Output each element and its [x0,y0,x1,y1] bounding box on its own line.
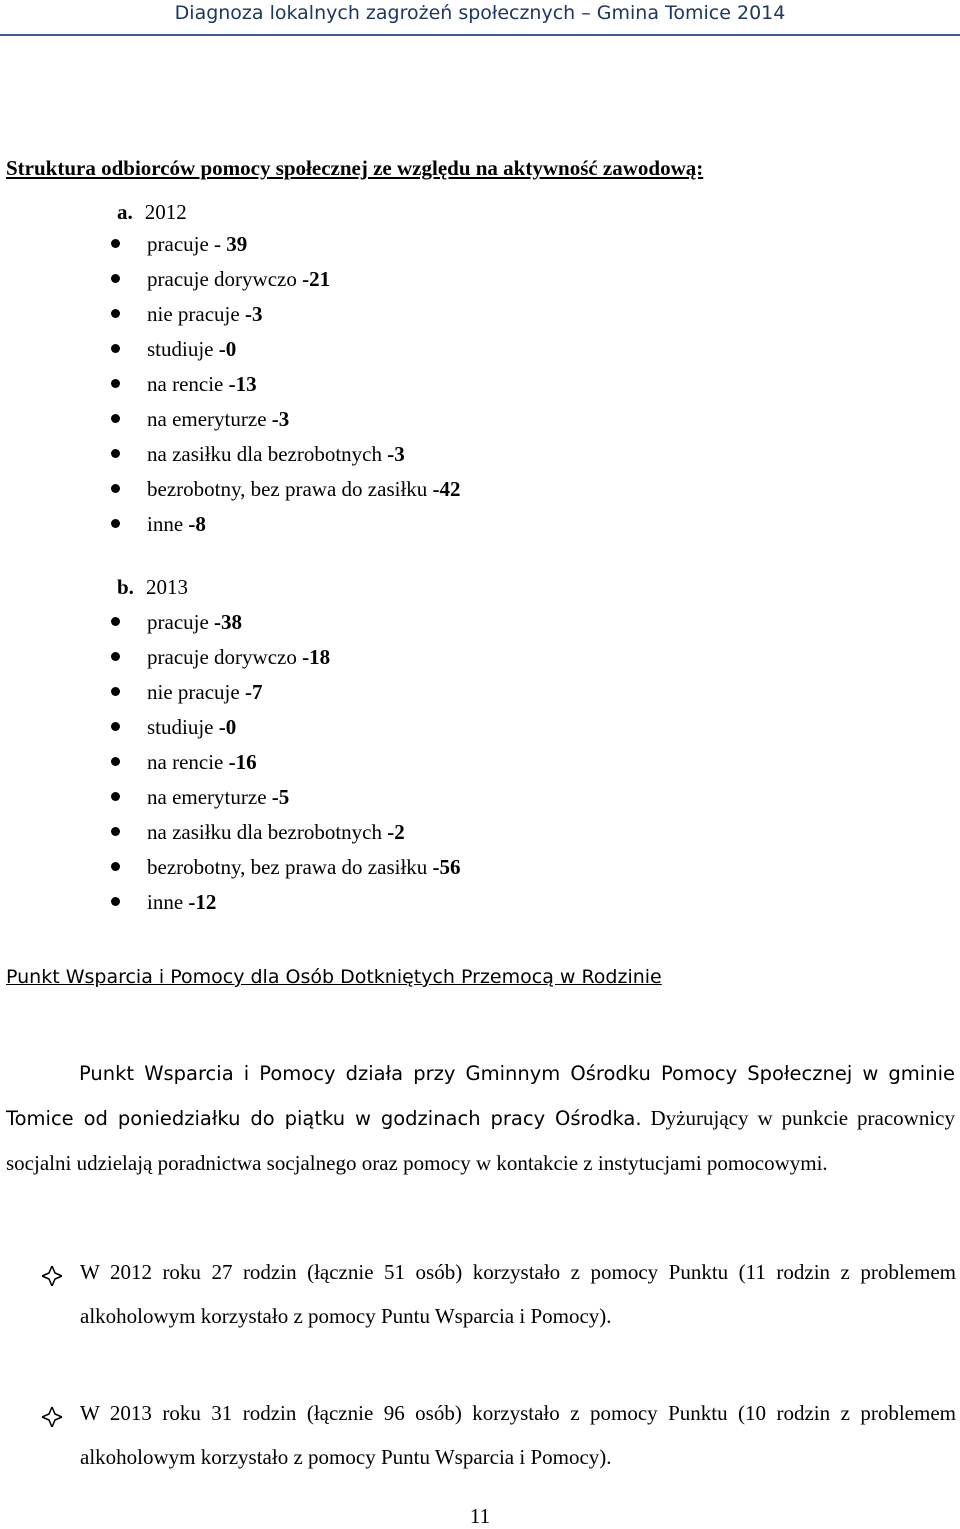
item-label: na emeryturze [147,785,272,809]
point-text: W 2012 roku 27 rodzin (łącznie 51 osób) korzystało z pomocy Punktu (11 rodzin z problemem alkoholowym korzystało z pomocy Puntu Wsparcia i Pomocy). [80,1260,956,1328]
item-value: -42 [432,477,461,501]
bullet-icon [111,379,120,388]
item-label: nie pracuje [147,680,245,704]
item-value: -16 [228,750,257,774]
item-label: na rencie [147,750,229,774]
year-letter: a. [117,200,133,224]
bullet-icon [111,617,120,626]
bullet-icon [111,239,120,248]
item-label: na emeryturze [147,407,272,431]
item-value: -2 [387,820,405,844]
page-number: 11 [469,1504,491,1528]
item-label: inne [147,890,189,914]
item-label: na zasiłku dla bezrobotnych [147,442,388,466]
bullet-icon [111,484,120,493]
header-divider [0,34,960,36]
item-value: -3 [271,407,290,431]
item-value: -18 [302,645,331,669]
bullet-icon [111,862,120,871]
header-title: Diagnoza lokalnych zagrożeń społecznych – Gmina Tomice 2014 [174,2,786,24]
bullet-icon [111,827,120,836]
item-label: pracuje [147,610,215,634]
bullet-icon [111,449,120,458]
item-value: -8 [188,512,206,536]
year-letter: b. [117,575,134,599]
year-value: 2013 [145,575,188,599]
item-value: 39 [226,232,248,256]
point-text: W 2013 roku 31 rodzin (łącznie 96 osób) korzystało z pomocy Punktu (10 rodzin z problemem alkoholowym korzystało z pomocy Puntu Wsparcia i Pomocy). [80,1401,956,1469]
item-label: pracuje - [147,232,227,256]
bullet-icon [111,687,120,696]
diamond-bullet-icon [42,1266,62,1286]
bullet-icon [111,309,120,318]
item-value: -21 [302,267,331,291]
item-label: inne [147,512,189,536]
item-label: studiuje [147,715,219,739]
bullet-icon [111,519,120,528]
item-value: -38 [214,610,243,634]
bullet-icon [111,897,120,906]
bullet-icon [111,757,120,766]
year-heading-a [117,200,187,225]
subsection-title: Punkt Wsparcia i Pomocy dla Osób Dotkniętych Przemocą w Rodzinie [6,966,662,988]
item-label: bezrobotny, bez prawa do zasiłku [147,477,433,501]
item-label: na rencie [147,372,229,396]
body-paragraph [6,1052,955,1186]
item-value: -12 [188,890,217,914]
item-value: -3 [387,442,405,466]
item-value: -0 [218,337,237,361]
item-label: nie pracuje [147,302,245,326]
diamond-bullet-icon [42,1407,62,1427]
item-value: -0 [218,715,237,739]
item-label: pracuje dorywczo [147,645,303,669]
item-label: studiuje [147,337,219,361]
item-value: -3 [244,302,263,326]
section-title: Struktura odbiorców pomocy społecznej ze względu na aktywność zawodową: [6,156,704,180]
item-value: -5 [271,785,290,809]
item-value: -56 [432,855,461,879]
item-value: -13 [228,372,257,396]
item-label: bezrobotny, bez prawa do zasiłku [147,855,433,879]
paragraph-lead: Punkt Wsparcia i Pomocy działa przy Gminnym Ośrodku Pomocy Społecznej w gminie Tomice od poniedziałku do piątku w godzinach pracy Ośrodka. [6,1062,955,1130]
bullet-icon [111,274,120,283]
page-header [0,0,960,36]
bullet-icon [111,792,120,801]
item-label: pracuje dorywczo [147,267,303,291]
item-value: -7 [244,680,263,704]
bullet-icon [111,414,120,423]
year-heading-b [117,575,188,600]
paragraph-tail: Dyżurujący w punkcie pracownicy socjalni udzielają poradnictwa socjalnego oraz pomocy w kontakcie z instytucjami pomocowymi. [6,1106,955,1175]
item-label: na zasiłku dla bezrobotnych [147,820,388,844]
year-value: 2012 [144,200,187,224]
bullet-icon [111,344,120,353]
bullet-icon [111,652,120,661]
bullet-icon [111,722,120,731]
